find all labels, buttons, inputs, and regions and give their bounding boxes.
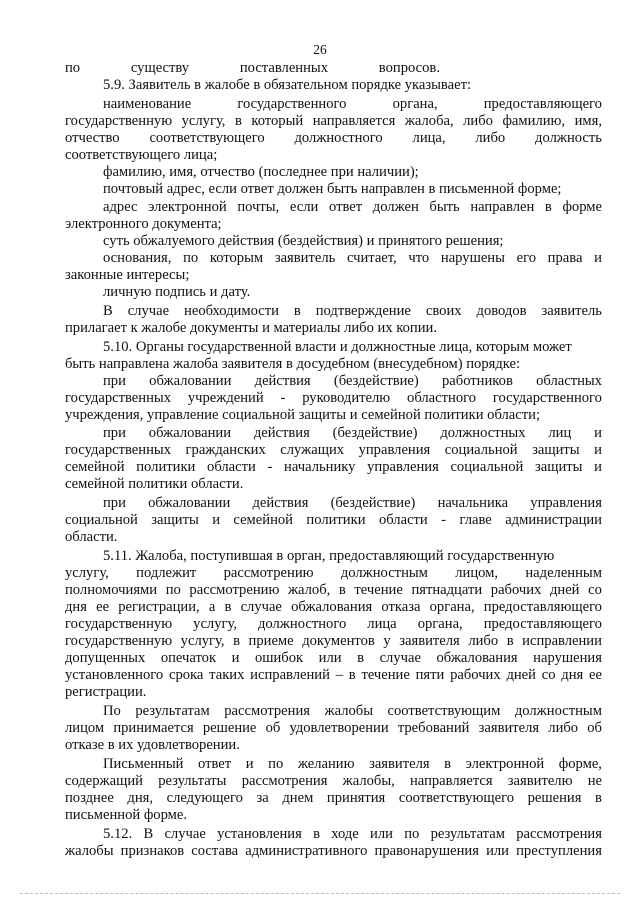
text-line: государственных гражданских служащих управления социальной защиты и xyxy=(65,442,602,458)
text-line: установленного срока таких исправлений – в течение пяти рабочих дней со дня ее xyxy=(65,667,602,683)
text-line: суть обжалуемого действия (бездействия) и принятого решения; xyxy=(103,233,504,249)
text-line: при обжаловании действия (бездействие) начальника управления xyxy=(103,495,602,511)
text-line: отказе в их удовлетворении. xyxy=(65,737,240,753)
text-line: учреждения, управление социальной защиты и семейной политики области; xyxy=(65,407,540,423)
text-line: государственных учреждений - руководителю областного государственного xyxy=(65,390,602,406)
text-line: прилагает к жалобе документы и материалы либо их копии. xyxy=(65,320,438,336)
text-line: адрес электронной почты, если ответ должен быть направлен в форме xyxy=(103,199,602,215)
text-line: государственную услугу, в который направляется жалоба, либо фамилию, имя, xyxy=(65,113,602,129)
text-line: личную подпись и дату. xyxy=(103,284,251,300)
text-line: отчество соответствующего должностного лица, либо должность xyxy=(65,130,602,146)
text-line: позднее дня, следующего за днем принятия соответствующего решения в xyxy=(65,790,602,806)
text-line: допущенных опечаток и ошибок или в случае обжалования нарушения xyxy=(65,650,602,666)
text-line: содержащий результаты рассмотрения жалобы, направляется заявителю не xyxy=(65,773,602,789)
text-line: области. xyxy=(65,529,118,545)
text-line: фамилию, имя, отчество (последнее при наличии); xyxy=(103,164,419,180)
text-line: при обжаловании действия (бездействие) работников областных xyxy=(103,373,602,389)
text-line: семейной политики области - начальнику управления социальной защиты и xyxy=(65,459,602,475)
text-line: наименование государственного органа, предоставляющего xyxy=(103,96,602,112)
text-line: электронного документа; xyxy=(65,216,222,232)
text-line: при обжаловании действия (бездействие) должностных лиц и xyxy=(103,425,602,441)
text-line: соответствующего лица; xyxy=(65,147,218,163)
text-line: социальной защиты и семейной политики области - главе администрации xyxy=(65,512,602,528)
text-line: государственную услугу, должностного лица органа, предоставляющего xyxy=(65,616,602,632)
text-line: по существу поставленных вопросов. xyxy=(65,60,440,76)
text-line: дня ее регистрации, а в случае обжалования отказа органа, предоставляющего xyxy=(65,599,602,615)
text-line: В случае необходимости в подтверждение своих доводов заявитель xyxy=(103,303,602,319)
text-line: Письменный ответ и по желанию заявителя в электронной форме, xyxy=(103,756,602,772)
text-line: основания, по которым заявитель считает, что нарушены его права и xyxy=(103,250,602,266)
text-line: письменной форме. xyxy=(65,807,188,823)
text-line: 5.12. В случае установления в ходе или по результатам рассмотрения xyxy=(103,826,602,842)
text-line: почтовый адрес, если ответ должен быть направлен в письменной форме; xyxy=(103,181,562,197)
text-line: законные интересы; xyxy=(65,267,190,283)
text-line: По результатам рассмотрения жалобы соответствующим должностным xyxy=(103,703,602,719)
text-line: 5.9. Заявитель в жалобе в обязательном порядке указывает: xyxy=(103,77,472,93)
text-line: государственную услугу, в приеме документов у заявителя либо в исправлении xyxy=(65,633,602,649)
text-line: услугу, подлежит рассмотрению должностным лицом, наделенным xyxy=(65,565,602,581)
text-line: регистрации. xyxy=(65,684,147,700)
scan-edge-artifact xyxy=(20,893,620,894)
text-line: 5.11. Жалоба, поступившая в орган, предоставляющий государственную xyxy=(103,548,555,564)
page-number: 26 xyxy=(313,42,327,57)
text-line: полномочиями по рассмотрению жалоб, в течение пятнадцати рабочих дней со xyxy=(65,582,602,598)
text-line: 5.10. Органы государственной власти и должностные лица, которым может xyxy=(103,339,572,355)
text-line: быть направлена жалоба заявителя в досудебном (внесудебном) порядке: xyxy=(65,356,521,372)
text-line: лицом принимается решение об удовлетворении требований заявителя либо об xyxy=(65,720,602,736)
text-line: жалобы признаков состава административного правонарушения или преступления xyxy=(65,843,602,859)
text-line: семейной политики области. xyxy=(65,476,244,492)
